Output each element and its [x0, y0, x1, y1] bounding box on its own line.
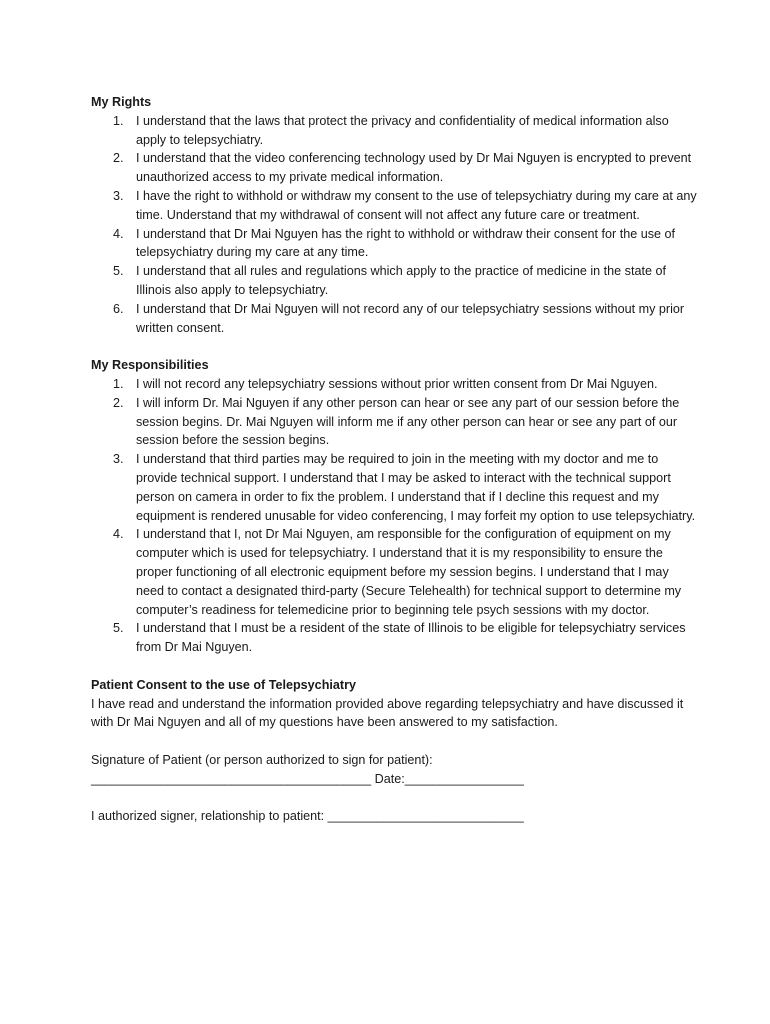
authorized-signer-line[interactable]: I authorized signer, relationship to patient: ____________________________ [91, 809, 524, 824]
consent-heading: Patient Consent to the use of Telepsychiatry [91, 677, 356, 692]
section-spacer [91, 337, 700, 356]
rights-item: I understand that the video conferencing technology used by Dr Mai Nguyen is encrypted to prevent unauthorized access to my private medical information. [136, 151, 692, 185]
rights-list [91, 112, 700, 338]
section-spacer [91, 732, 700, 751]
section-spacer [91, 788, 700, 807]
responsibilities-item: I will inform Dr. Mai Nguyen if any other person can hear or see any part of our session before the session begins. Dr. Mai Nguyen will inform me if any other person can hear or see any part of our session before the session begins. [136, 395, 680, 448]
rights-section [91, 93, 700, 337]
consent-body: I have read and understand the information provided above regarding telepsychiatry and have discussed it with Dr Mai Nguyen and all of my questions have been answered to my satisfaction. [91, 696, 684, 730]
rights-item: I understand that all rules and regulations which apply to the practice of medicine in the state of Illinois also apply to telepsychiatry. [136, 264, 666, 297]
section-spacer [91, 657, 700, 676]
responsibilities-section [91, 356, 700, 657]
responsibilities-heading: My Responsibilities [91, 358, 209, 373]
responsibilities-item: I understand that I must be a resident of the state of Illinois to be eligible for telepsychiatry services from Dr Mai Nguyen. [136, 621, 686, 655]
rights-item: I understand that the laws that protect the privacy and confidentiality of medical information also apply to telepsychiatry. [136, 113, 669, 147]
responsibilities-list [91, 375, 700, 657]
consent-section [91, 676, 700, 732]
rights-item: I understand that Dr Mai Nguyen has the right to withhold or withdraw their consent for the use of telepsychiatry during my care at any time. [136, 226, 676, 260]
rights-item: I have the right to withhold or withdraw my consent to the use of telepsychiatry during my care at any time. Understand that my withdrawal of consent will not affect any future care or treatment. [136, 188, 697, 222]
responsibilities-item: I understand that third parties may be required to join in the meeting with my doctor and me to provide technical support. I understand that I may be asked to interact with the technical support person on camera in order to fix the problem. I understand that if I decline this request and my equipment is rendered unusable for video conferencing, I may forfeit my option to use telepsychiatry. [136, 452, 696, 523]
rights-item: I understand that Dr Mai Nguyen will not record any of our telepsychiatry sessions without my prior written consent. [136, 301, 685, 335]
signature-section [91, 751, 700, 826]
responsibilities-item: I will not record any telepsychiatry sessions without prior written consent from Dr Mai Nguyen. [136, 376, 658, 391]
rights-heading: My Rights [91, 95, 152, 109]
signature-date-line[interactable]: ________________________________________ Date:_________________ [91, 771, 524, 786]
responsibilities-item: I understand that I, not Dr Mai Nguyen, am responsible for the configuration of equipment on my computer which is used for telepsychiatry. I understand that it is my responsibility to ensure the proper functioning of all electronic equipment before my session begins. I understand that I may need to contact a designated third-party (Secure Telehealth) for technical support to determine my computer’s readiness for telemedicine prior to beginning tele psych sessions with my doctor. [136, 527, 682, 617]
signature-label: Signature of Patient (or person authorized to sign for patient): [91, 752, 433, 767]
